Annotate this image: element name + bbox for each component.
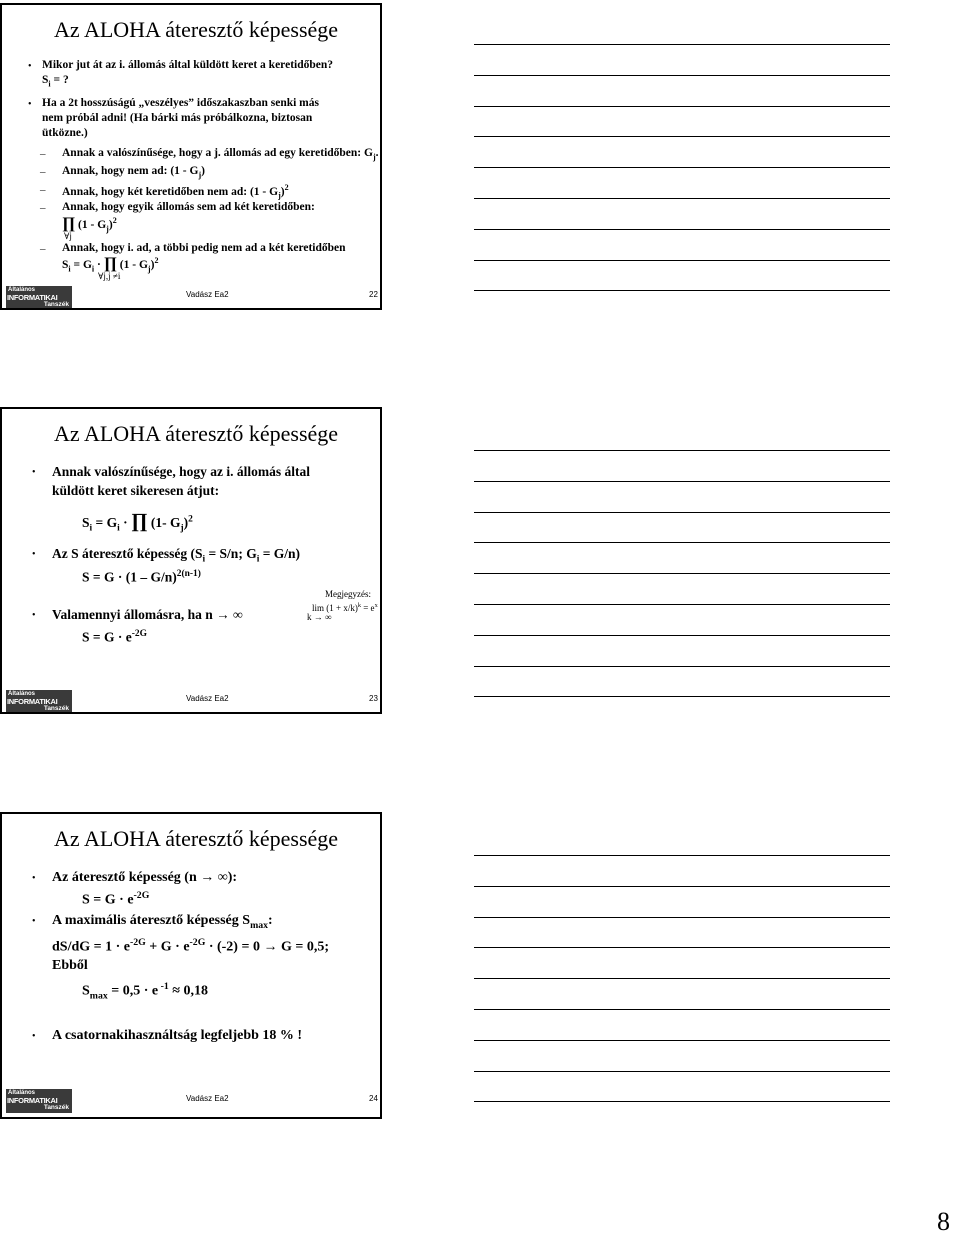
slide-24 — [0, 812, 382, 1119]
bullet-text: Ha a 2t hosszúságú „veszélyes” időszakaszban senki más — [42, 97, 319, 109]
notes-line — [474, 666, 890, 667]
product-index: ∀j — [64, 231, 72, 241]
sub-bullet-text: Annak, hogy két keretidőben nem ad: $(1 - G_j)^2$ — [62, 183, 289, 201]
slide-title: Az ALOHA áteresztő képessége — [54, 17, 339, 42]
bullet-dot: • — [32, 549, 36, 560]
bullet-text: küldött keret sikeresen átjut: — [52, 483, 220, 498]
dash-marker: – — [40, 202, 46, 214]
notes-line — [474, 1071, 890, 1072]
sub-bullet-text: Annak, hogy egyik állomás sem ad két keretidőben: — [62, 201, 315, 213]
bullet-text: Mikor jut át az i. állomás által küldött keret a keretidőben? — [42, 59, 334, 71]
sub-bullet-text: Annak, hogy nem ad: $(1 - G_j)$ — [62, 165, 205, 180]
notes-line — [474, 481, 890, 482]
dash-marker: – — [40, 166, 46, 178]
notes-line — [474, 136, 890, 137]
notes-line — [474, 696, 890, 697]
notes-line — [474, 1101, 890, 1102]
bullet-text: A csatornakihasználtság legfeljebb 18 % ! — [52, 1028, 303, 1043]
footer-author: Vadász Ea2 — [186, 290, 229, 299]
bullet-text: Annak valószínűsége, hogy az i. állomás által — [52, 464, 311, 479]
page-number: 8 — [937, 1207, 950, 1236]
notes-line — [474, 917, 890, 918]
notes-line — [474, 106, 890, 107]
notes-line — [474, 855, 890, 856]
bullet-text: Valamennyi állomásra, ha n → ∞ — [52, 607, 243, 622]
bullet-dot: • — [28, 99, 32, 110]
product-index: ∀j,j ≠i — [98, 271, 121, 281]
footer-author: Vadász Ea2 — [186, 694, 229, 703]
department-logo: Általános INFORMATIKAI Tanszék — [6, 286, 72, 310]
bullet-text: ütközne.) — [42, 127, 88, 139]
notes-line — [474, 198, 890, 199]
notes-line — [474, 635, 890, 636]
note-limit: $\lim (1 + x/k)^k = e^x$ — [312, 602, 378, 613]
footer-slide-number: 22 — [369, 290, 378, 299]
success-formula: $S_i = G_i$ · ∏ $(1 - G_j)^2$ — [62, 255, 159, 274]
bullet-dot: • — [32, 916, 36, 927]
footer-slide-number: 23 — [369, 694, 378, 703]
notes-line — [474, 512, 890, 513]
derivative-formula: $dS/dG = 1 \cdot e^{-2G} + G \cdot e^{-2G} \cdot (-2) = 0 \to G = 0,5$; — [52, 937, 329, 955]
notes-line — [474, 978, 890, 979]
bullet-text: Az S áteresztő képesség ($S_i = S/n$; $G_i = G/n$) — [52, 546, 301, 565]
notes-line — [474, 44, 890, 45]
slide-22 — [0, 3, 382, 310]
department-logo: Általános INFORMATIKAI Tanszék — [6, 690, 72, 714]
dash-marker: – — [40, 148, 46, 160]
bullet-text: $S_i$ = ? — [42, 74, 69, 89]
notes-line — [474, 1009, 890, 1010]
bullet-text: Az áteresztő képesség (n → ∞): — [52, 870, 238, 885]
dash-marker: – — [40, 243, 46, 255]
notes-line — [474, 260, 890, 261]
bullet-text: A maximális áteresztő képesség $S_{max}$: — [52, 913, 273, 931]
bullet-dot: • — [32, 1031, 36, 1042]
notes-line — [474, 947, 890, 948]
note-title: Megjegyzés: — [325, 589, 371, 599]
slide-title: Az ALOHA áteresztő képessége — [54, 826, 339, 851]
throughput-formula: $S = G \cdot e^{-2G}$ — [82, 890, 150, 908]
notes-line — [474, 450, 890, 451]
sub-bullet-text: Annak a valószínűsége, hogy a j. állomás ad egy keretidőben: $G_j$. — [62, 147, 379, 162]
slide-23 — [0, 407, 382, 714]
derivation-text: Ebből — [52, 958, 88, 973]
bullet-dot: • — [32, 467, 36, 478]
bullet-text: nem próbál adni! (Ha bárki más próbálkozna, biztosan — [42, 112, 313, 124]
bullet-dot: • — [28, 61, 32, 72]
notes-line — [474, 229, 890, 230]
notes-line — [474, 604, 890, 605]
bullet-dot: • — [32, 873, 36, 884]
notes-line — [474, 75, 890, 76]
product-formula: ∏ $(1 - G_j)^2$ — [62, 215, 117, 234]
note-limit-index: k → ∞ — [307, 612, 332, 622]
limit-formula: $S = G \cdot e^{-2G}$ — [82, 629, 147, 645]
slide-title: Az ALOHA áteresztő képessége — [54, 421, 339, 446]
notes-line — [474, 573, 890, 574]
department-logo: Általános INFORMATIKAI Tanszék — [6, 1089, 72, 1113]
bullet-dot: • — [32, 610, 36, 621]
dash-marker: – — [40, 184, 46, 196]
notes-line — [474, 290, 890, 291]
smax-formula: $S_{max} = 0,5 \cdot e$ $^{-1}$ ≈ 0,18 — [82, 981, 208, 1002]
footer-author: Vadász Ea2 — [186, 1094, 229, 1103]
footer-slide-number: 24 — [369, 1094, 378, 1103]
notes-line — [474, 167, 890, 168]
notes-line — [474, 1040, 890, 1041]
success-formula: $S_i = G_i$ · ∏ (1- $G_j)^2$ — [82, 510, 193, 534]
notes-line — [474, 886, 890, 887]
notes-line — [474, 542, 890, 543]
sub-bullet-text: Annak, hogy i. ad, a többi pedig nem ad a két keretidőben — [62, 242, 346, 254]
throughput-formula: S = G · (1 – G/n)$^{2(n-1)}$ — [82, 569, 201, 585]
